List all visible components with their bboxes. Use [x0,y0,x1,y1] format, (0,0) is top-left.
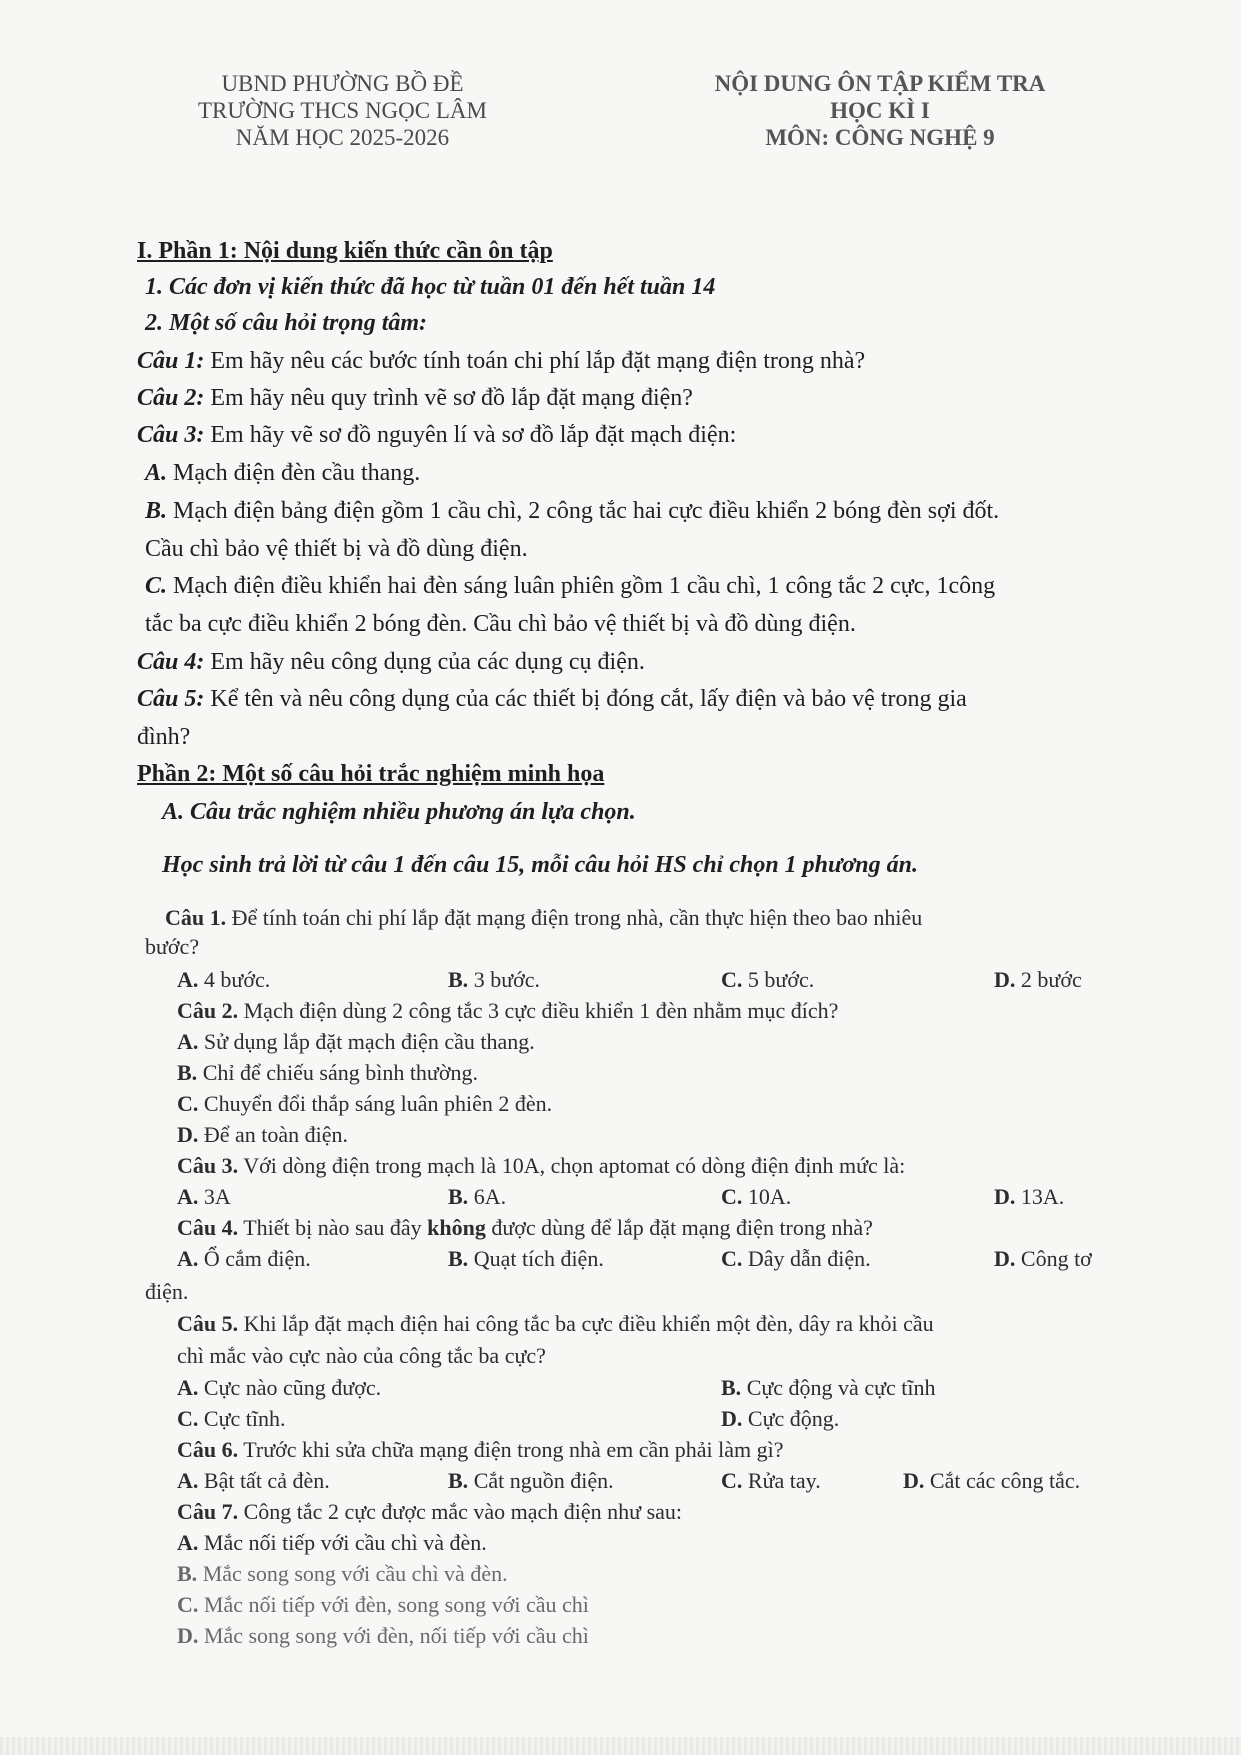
option-label: B. [448,1246,469,1271]
option-label: C. [721,1468,743,1493]
question-text-b: được dùng để lắp đặt mạng điện trong nhà? [485,1215,873,1240]
option-label: D. [721,1406,743,1431]
question-emphasis: không [427,1215,486,1240]
option-label: A. [177,1029,199,1054]
option-label: C. [177,1592,199,1617]
instruction-text: Học sinh trả lời từ câu 1 đến câu 15, mỗi câu hỏi HS chỉ chọn 1 phương án. [162,852,918,878]
option-a [177,1246,311,1272]
mcq-question-7 [177,1499,682,1525]
option-label: D. [177,1122,199,1147]
option-label: A. [177,1530,199,1555]
option-text: 4 bước. [198,967,271,992]
option-c [721,1468,821,1494]
option-text: Công tơ [1015,1246,1092,1271]
review-question-3a [145,460,420,487]
option-c [177,1592,589,1618]
option-label: C. [177,1091,199,1116]
option-label: C. [721,1184,743,1209]
option-label: C. [721,967,743,992]
option-text: Dây dẫn điện. [742,1246,871,1271]
item-text: Mạch điện điều khiển hai đèn sáng luân phiên gồm 1 cầu chì, 1 công tắc 2 cực, 1công [167,573,996,599]
question-text: Khi lắp đặt mạch điện hai công tắc ba cực điều khiển một đèn, dây ra khỏi cầu [238,1311,934,1336]
option-label: D. [994,967,1016,992]
option-label: C. [721,1246,743,1271]
review-question-3c [145,573,995,600]
option-a [177,1468,330,1494]
option-label: D. [994,1184,1016,1209]
item-label: C. [145,573,168,599]
question-text: Em hãy nêu các bước tính toán chi phí lắp đặt mạng điện trong nhà? [204,348,866,374]
question-text-a: Thiết bị nào sau đây [238,1215,428,1240]
option-b [448,1468,614,1494]
school-year: NĂM HỌC 2025-2026 [235,125,450,150]
option-text: 13A. [1015,1184,1065,1209]
option-d [994,1184,1064,1210]
option-text: Cắt các công tắc. [924,1468,1081,1493]
review-question-2 [137,385,693,412]
option-text: Mắc nối tiếp với đèn, song song với cầu chì [198,1592,589,1617]
option-text: Cắt nguồn điện. [468,1468,614,1493]
option-text: Cực tĩnh. [198,1406,286,1431]
item-text: Mạch điện bảng điện gồm 1 cầu chì, 2 công tắc hai cực điều khiển 2 bóng đèn sợi đốt. [167,498,1000,524]
option-c [721,1246,871,1272]
option-text: Mắc song song với đèn, nối tiếp với cầu chì [198,1623,589,1648]
review-question-1 [137,348,865,375]
mcq-question-1-cont: bước? [145,934,200,959]
option-b [448,1246,604,1272]
semester-label: HỌC KÌ I [830,98,930,123]
item-label: B. [145,498,168,524]
document-title: NỘI DUNG ÔN TẬP KIỂM TRA [714,71,1046,96]
option-text: Sử dụng lắp đặt mạch điện cầu thang. [198,1029,535,1054]
review-question-3b-cont: Cầu chì bảo vệ thiết bị và đồ dùng điện. [145,536,528,562]
question-text: Kể tên và nêu công dụng của các thiết bị đóng cắt, lấy điện và bảo vệ trong gia [204,686,967,712]
option-text: 5 bước. [742,967,815,992]
question-label: Câu 3: [137,422,205,448]
question-label: Câu 7. [177,1499,239,1524]
mcq-question-1 [165,905,922,931]
part1-subheading-2: 2. Một số câu hỏi trọng tâm: [145,310,428,336]
option-label: C. [177,1406,199,1431]
question-label: Câu 5. [177,1311,239,1336]
option-text: Chuyển đổi thắp sáng luân phiên 2 đèn. [198,1091,553,1116]
option-label: B. [448,967,469,992]
question-text: Em hãy nêu công dụng của các dụng cụ điện. [204,649,645,675]
option-d [177,1122,348,1148]
question-text: Mạch điện dùng 2 công tắc 3 cực điều khiển 1 đèn nhằm mục đích? [238,998,839,1023]
question-text: Với dòng điện trong mạch là 10A, chọn aptomat có dòng điện định mức là: [238,1153,906,1178]
question-text: Trước khi sửa chữa mạng điện trong nhà em cần phải làm gì? [238,1437,784,1462]
review-question-5-cont: đình? [137,724,191,750]
option-text: 10A. [742,1184,792,1209]
question-text: Em hãy vẽ sơ đồ nguyên lí và sơ đồ lắp đặt mạch điện: [204,422,737,448]
district-name: UBND PHƯỜNG BỒ ĐỀ [221,71,464,96]
option-text: Cực động và cực tĩnh [741,1375,936,1400]
option-label: A. [177,967,199,992]
question-text: Công tắc 2 cực được mắc vào mạch điện như sau: [238,1499,683,1524]
option-text: 2 bước [1015,967,1082,992]
option-label: B. [177,1561,198,1586]
option-text: Mắc song song với cầu chì và đèn. [197,1561,508,1586]
question-label: Câu 6. [177,1437,239,1462]
mcq-question-4 [177,1215,873,1241]
mcq-question-6 [177,1437,783,1463]
option-b [448,1184,506,1210]
part1-subheading-1: 1. Các đơn vị kiến thức đã học từ tuần 01 đến hết tuần 14 [145,274,716,300]
review-question-3c-cont: tắc ba cực điều khiển 2 bóng đèn. Cầu chì bảo vệ thiết bị và đồ dùng điện. [145,611,856,637]
option-text: Chỉ để chiếu sáng bình thường. [197,1060,478,1085]
option-label: B. [177,1060,198,1085]
option-text: Cực nào cũng được. [198,1375,382,1400]
item-label: A. [145,460,168,486]
option-a [177,967,270,993]
question-label: Câu 2. [177,998,239,1023]
option-b [177,1561,508,1587]
question-label: Câu 1: [137,348,205,374]
option-text: Bật tất cả đèn. [198,1468,330,1493]
option-b [721,1375,936,1401]
option-b [448,967,540,993]
option-c [721,1184,791,1210]
mcq-question-3 [177,1153,905,1179]
option-c [177,1091,552,1117]
part1-heading: I. Phần 1: Nội dung kiến thức cần ôn tập [137,238,553,264]
option-d [994,1246,1092,1272]
option-text: Ổ cắm điện. [198,1246,311,1271]
option-label: A. [177,1246,199,1271]
scan-edge [0,1737,1241,1755]
option-d [177,1623,589,1649]
mcq-question-5 [177,1311,934,1337]
option-b [177,1060,478,1086]
option-text: 3A [198,1184,231,1209]
question-label: Câu 4: [137,649,205,675]
school-name: TRƯỜNG THCS NGỌC LÂM [198,98,487,123]
option-text: Cực động. [742,1406,840,1431]
question-label: Câu 3. [177,1153,239,1178]
question-label: Câu 2: [137,385,205,411]
option-text: Rửa tay. [742,1468,821,1493]
question-text: Em hãy nêu quy trình vẽ sơ đồ lắp đặt mạng điện? [204,385,693,411]
review-question-3b [145,498,999,525]
mcq-question-2 [177,998,838,1024]
question-label: Câu 1. [165,905,227,930]
item-text: Mạch điện đèn cầu thang. [167,460,421,486]
option-d [994,967,1082,993]
option-a [177,1029,535,1055]
option-a [177,1530,487,1556]
option-label: A. [177,1375,199,1400]
review-question-4 [137,649,645,676]
part2-heading: Phần 2: Một số câu hỏi trắc nghiệm minh họa [137,761,605,787]
option-d [903,1468,1080,1494]
option-c [177,1406,285,1432]
school-header [120,70,565,151]
review-question-5 [137,686,967,713]
option-label: B. [721,1375,742,1400]
option-label: A. [177,1184,199,1209]
subject-label: MÔN: CÔNG NGHỆ 9 [765,125,995,150]
option-d-cont: điện. [145,1279,189,1304]
option-label: D. [903,1468,925,1493]
option-a [177,1184,231,1210]
option-c [721,967,814,993]
option-label: A. [177,1468,199,1493]
document-title-block [670,70,1090,151]
option-label: D. [994,1246,1016,1271]
question-label: Câu 4. [177,1215,239,1240]
question-text: Để tính toán chi phí lắp đặt mạng điện trong nhà, cần thực hiện theo bao nhiêu [226,905,923,930]
review-question-3 [137,422,736,449]
mcq-question-5-cont: chì mắc vào cực nào của công tắc ba cực? [177,1343,546,1368]
question-label: Câu 5: [137,686,205,712]
option-text: Quạt tích điện. [468,1246,604,1271]
option-text: Để an toàn điện. [198,1122,349,1147]
option-text: 3 bước. [468,967,541,992]
section-a-heading: A. Câu trắc nghiệm nhiều phương án lựa chọn. [162,799,636,825]
option-d [721,1406,839,1432]
option-a [177,1375,381,1401]
option-label: B. [448,1468,469,1493]
option-label: D. [177,1623,199,1648]
option-text: Mắc nối tiếp với cầu chì và đèn. [198,1530,487,1555]
option-text: 6A. [468,1184,507,1209]
option-label: B. [448,1184,469,1209]
